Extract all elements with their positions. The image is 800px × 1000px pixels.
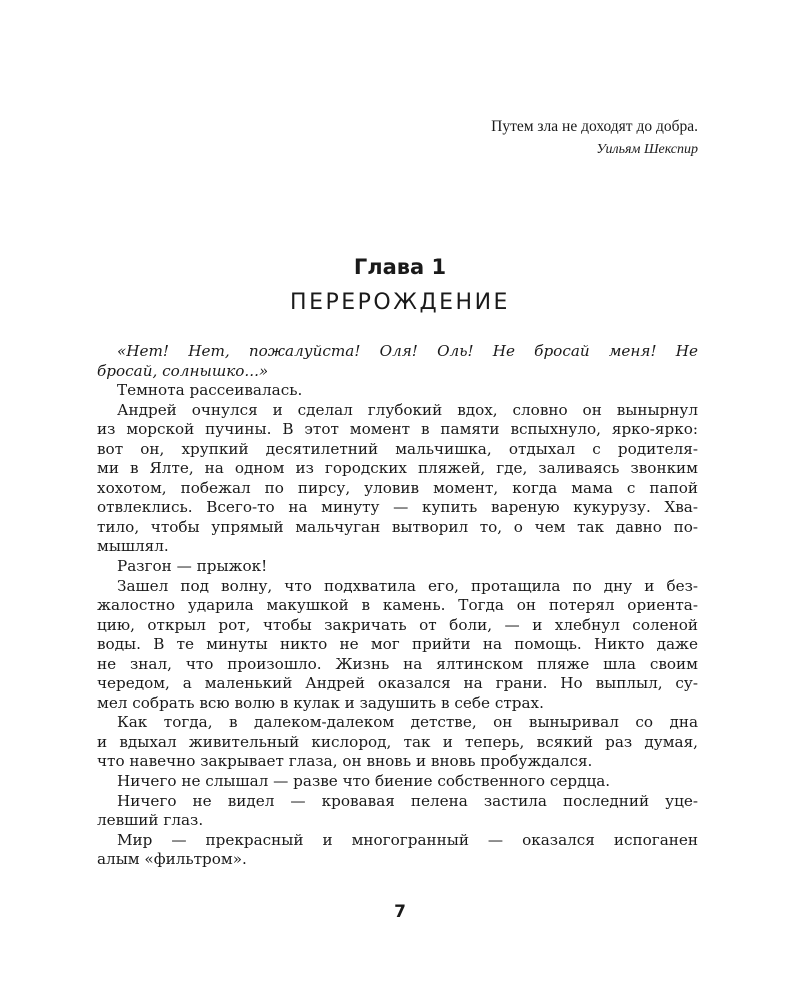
text-line: «Нет! Нет, пожалуйста! Оля! Оль! Не бросай меня! Не (117, 342, 698, 360)
text-line: Ничего не видел — кровавая пелена застила последний уце- (117, 791, 698, 810)
text-line: левший глаз. (97, 811, 204, 830)
paragraph (97, 557, 698, 577)
page-number: 7 (394, 902, 406, 922)
paragraph (97, 577, 698, 714)
text-line: мышлял. (97, 537, 169, 556)
text-line: ми в Ялте, на одном из городских пляжей, где, заливаясь звонким (97, 459, 698, 478)
paragraph (97, 792, 698, 831)
text-line: бросай, солнышко...» (97, 361, 269, 380)
text-line: мел собрать всю волю в кулак и задушить в себе страх. (97, 693, 544, 712)
text-line: отвлеклись. Всего-то на минуту — купить вареную кукурузу. Хва- (97, 498, 698, 517)
paragraph (97, 772, 698, 792)
text-line: жалостно ударила макушкой в камень. Тогда он потерял ориента- (97, 596, 698, 615)
text-line: алым «фильтром». (97, 850, 247, 869)
text-line: из морской пучины. В этот момент в памяти вспыхнуло, ярко-ярко: (97, 420, 698, 439)
chapter-title: ПЕРЕРОЖДЕНИЕ (290, 290, 510, 315)
text-line: Темнота рассеивалась. (117, 381, 303, 400)
paragraph (97, 342, 698, 381)
chapter-number: Глава 1 (353, 255, 447, 279)
text-line: Как тогда, в далеком-далеком детстве, он выныривал со дна (117, 713, 698, 732)
chapter-body (97, 342, 698, 870)
text-line: тило, чтобы упрямый мальчуган вытворил то, о чем так давно по- (97, 517, 698, 536)
text-line: Ничего не слышал — разве что биение собственного сердца. (117, 772, 611, 791)
text-line: воды. В те минуты никто не мог прийти на помощь. Никто даже (97, 635, 698, 654)
text-line: чередом, а маленький Андрей оказался на грани. Но выплыл, су- (97, 674, 698, 693)
text-line: хохотом, побежал по пирсу, уловив момент, когда мама с папой (97, 478, 698, 497)
paragraph (97, 401, 698, 557)
paragraph (97, 831, 698, 870)
text-line: Зашел под волну, что подхватила его, протащила по дну и без- (117, 576, 698, 595)
text-line: и вдыхал живительный кислород, так и теперь, всякий раз думая, (97, 732, 698, 751)
text-line: Разгон — прыжок! (117, 557, 268, 576)
text-line: цию, открыл рот, чтобы закричать от боли, — и хлебнул соленой (97, 615, 698, 634)
epigraph-author: Уильям Шекспир (596, 142, 698, 157)
text-line: не знал, что произошло. Жизнь на ялтинском пляже шла своим (97, 654, 698, 673)
text-line: Андрей очнулся и сделал глубокий вдох, словно он вынырнул (117, 400, 698, 419)
text-line: Мир — прекрасный и многогранный — оказался испоганен (117, 830, 698, 849)
paragraph (97, 381, 698, 401)
text-line: вот он, хрупкий десятилетний мальчишка, отдыхал с родителя- (97, 439, 698, 458)
paragraph (97, 713, 698, 772)
text-line: что навечно закрывает глаза, он вновь и вновь пробуждался. (97, 752, 593, 771)
epigraph-quote: Путем зла не доходят до добра. (491, 118, 698, 135)
